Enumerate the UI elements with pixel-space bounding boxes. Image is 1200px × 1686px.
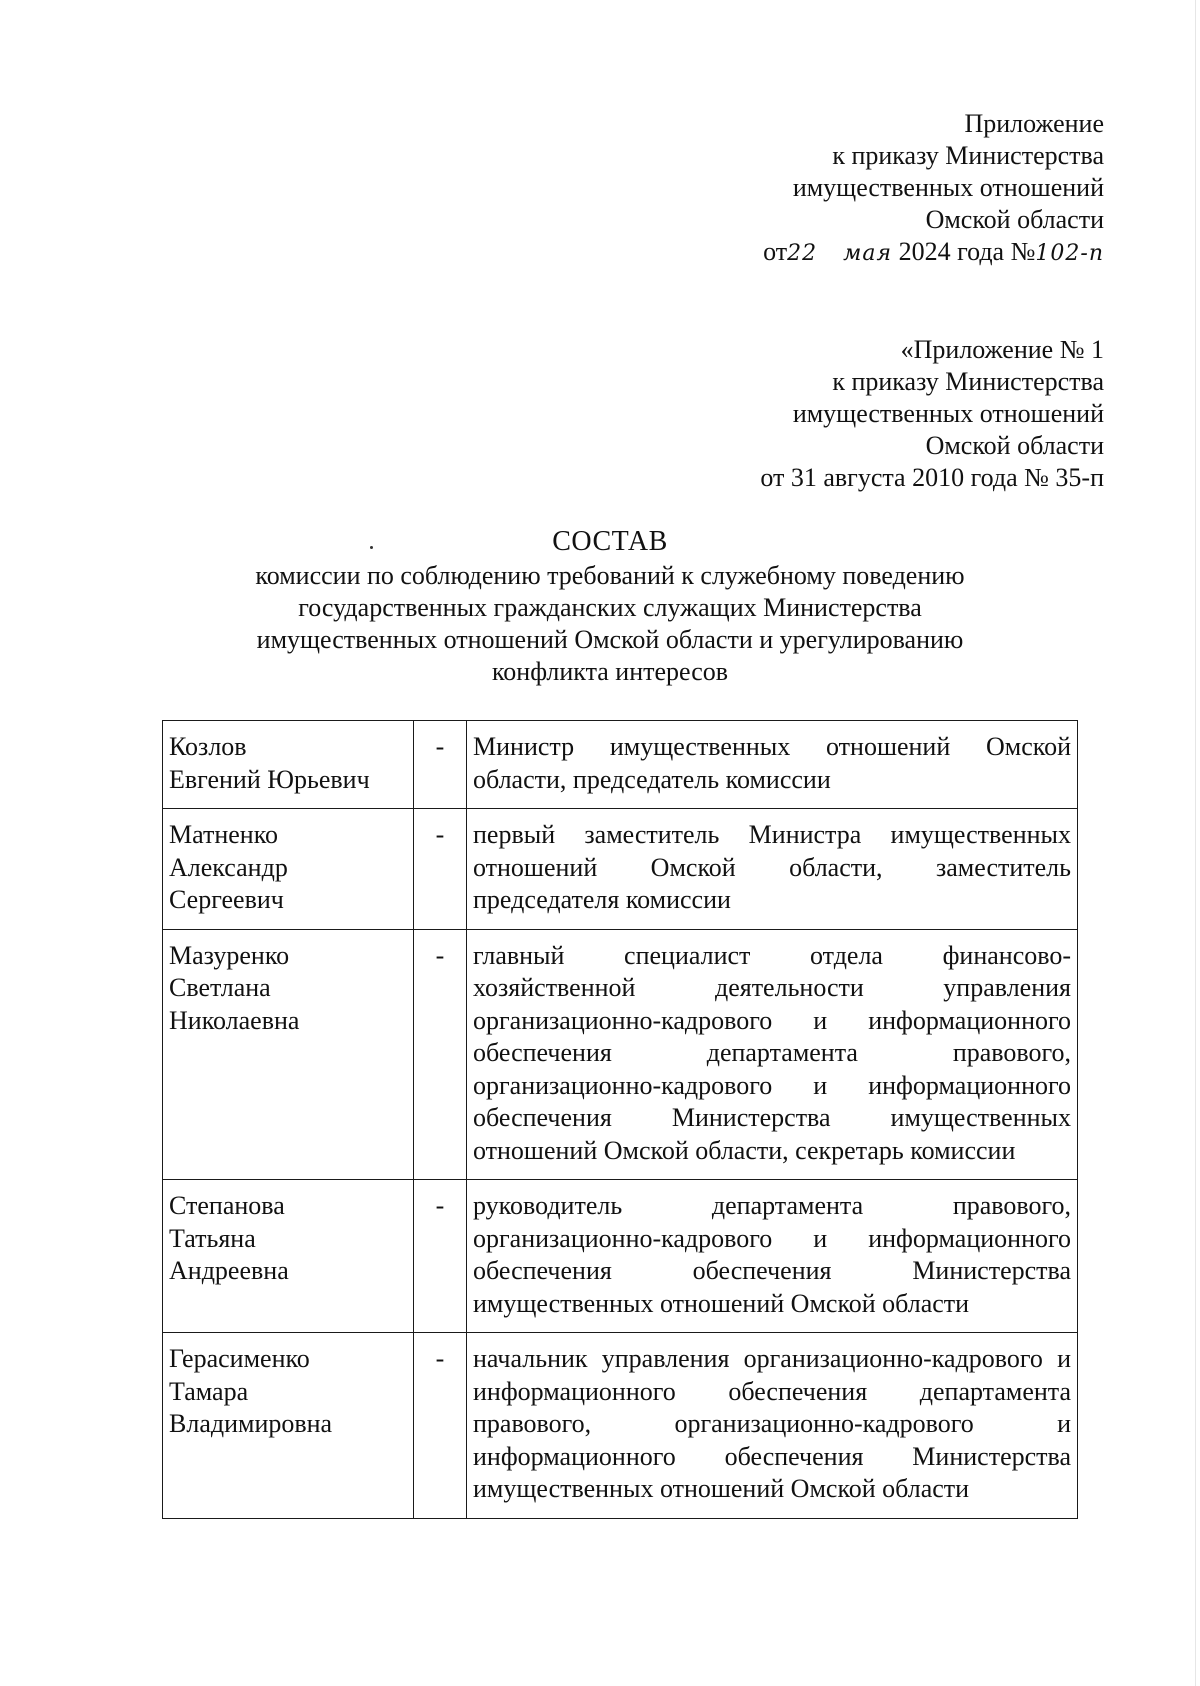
member-position-cell: Министр имущественных отношений Омской области, председатель комиссии [467, 721, 1078, 809]
appendix-date-line [584, 236, 1104, 270]
dash-cell: - [414, 809, 467, 930]
appendix-line-2: к приказу Министерства [832, 141, 1104, 170]
handwritten-number: 102-п [1035, 241, 1104, 266]
appendix1-line-4: Омской области [925, 431, 1104, 460]
appendix-line-3: имущественных отношений [792, 173, 1104, 202]
member-name-line: Александр [169, 852, 288, 882]
member-name-line: Сергеевич [169, 885, 284, 914]
member-name-line: Герасименко [169, 1344, 310, 1373]
dash-cell: - [414, 929, 467, 1180]
dash-cell: - [414, 1180, 467, 1333]
member-name-line: Татьяна [169, 1223, 256, 1253]
appendix1-header [584, 334, 1104, 494]
table-row [163, 809, 1078, 930]
dash-cell: - [414, 1333, 467, 1519]
title-main: СОСТАВ [552, 526, 668, 557]
date-prefix: от [763, 237, 788, 266]
members-table [162, 720, 1078, 1519]
title-sub-1: комиссии по соблюдению требований к служебному поведению [255, 561, 965, 590]
handwritten-day: 22 [787, 241, 818, 266]
handwritten-month: мая [843, 241, 893, 266]
member-name-cell [163, 809, 414, 930]
member-position-cell: начальник управления организационно-кадрового и информационного обеспечения департамента правового, организационно-кадрового и информационного обеспечения Министерства имущественных отношений Омской области [467, 1333, 1078, 1519]
member-position-cell: главный специалист отдела финансово-хозяйственной деятельности управления организационно-кадрового и информационного обеспечения департамента правового, организационно-кадрового и информационного обеспечения Министерства имущественных отношений Омской области, секретарь комиссии [467, 929, 1078, 1180]
member-name-line: Тамара [169, 1376, 249, 1406]
member-name-cell [163, 1333, 414, 1519]
title-sub-2: государственных гражданских служащих Министерства [298, 593, 922, 622]
document-title [160, 526, 1060, 688]
member-name-line: Мазуренко [169, 940, 290, 970]
title-sub-4: конфликта интересов [491, 657, 729, 686]
member-name-cell [163, 929, 414, 1180]
member-name-line: Матненко [169, 820, 279, 849]
member-position-cell: первый заместитель Министра имущественных отношений Омской области, заместитель председателя комиссии [467, 809, 1078, 930]
table-row [163, 929, 1078, 1180]
dash-cell: - [414, 721, 467, 809]
member-position-cell: руководитель департамента правового, организационно-кадрового и информационного обеспечения обеспечения Министерства имущественных отношений Омской области [467, 1180, 1078, 1333]
table-row [163, 1333, 1078, 1519]
member-name-cell [163, 721, 414, 809]
table-row [163, 721, 1078, 809]
table-row [163, 1180, 1078, 1333]
appendix-header [584, 108, 1104, 270]
member-name-line: Андреевна [169, 1256, 289, 1285]
member-name-cell [163, 1180, 414, 1333]
scan-edge-line [1195, 0, 1196, 1686]
member-name-line: Степанова [169, 1191, 285, 1220]
appendix1-line-3: имущественных отношений [792, 399, 1104, 428]
appendix-line-1: Приложение [964, 109, 1104, 138]
member-name-line: Владимировна [169, 1409, 333, 1438]
title-sub-3: имущественных отношений Омской области и урегулированию [256, 625, 964, 654]
date-year-text: 2024 года № [898, 237, 1036, 266]
appendix-line-4: Омской области [925, 205, 1104, 234]
member-name-line: Козлов [169, 732, 247, 761]
appendix1-line-2: к приказу Министерства [832, 367, 1104, 396]
member-name-line: Светлана [169, 973, 271, 1002]
member-name-line: Евгений Юрьевич [169, 764, 370, 794]
appendix1-line-5: от 31 августа 2010 года № 35-п [760, 463, 1104, 492]
member-name-line: Николаевна [169, 1005, 300, 1035]
appendix1-line-1: «Приложение № 1 [900, 335, 1104, 364]
